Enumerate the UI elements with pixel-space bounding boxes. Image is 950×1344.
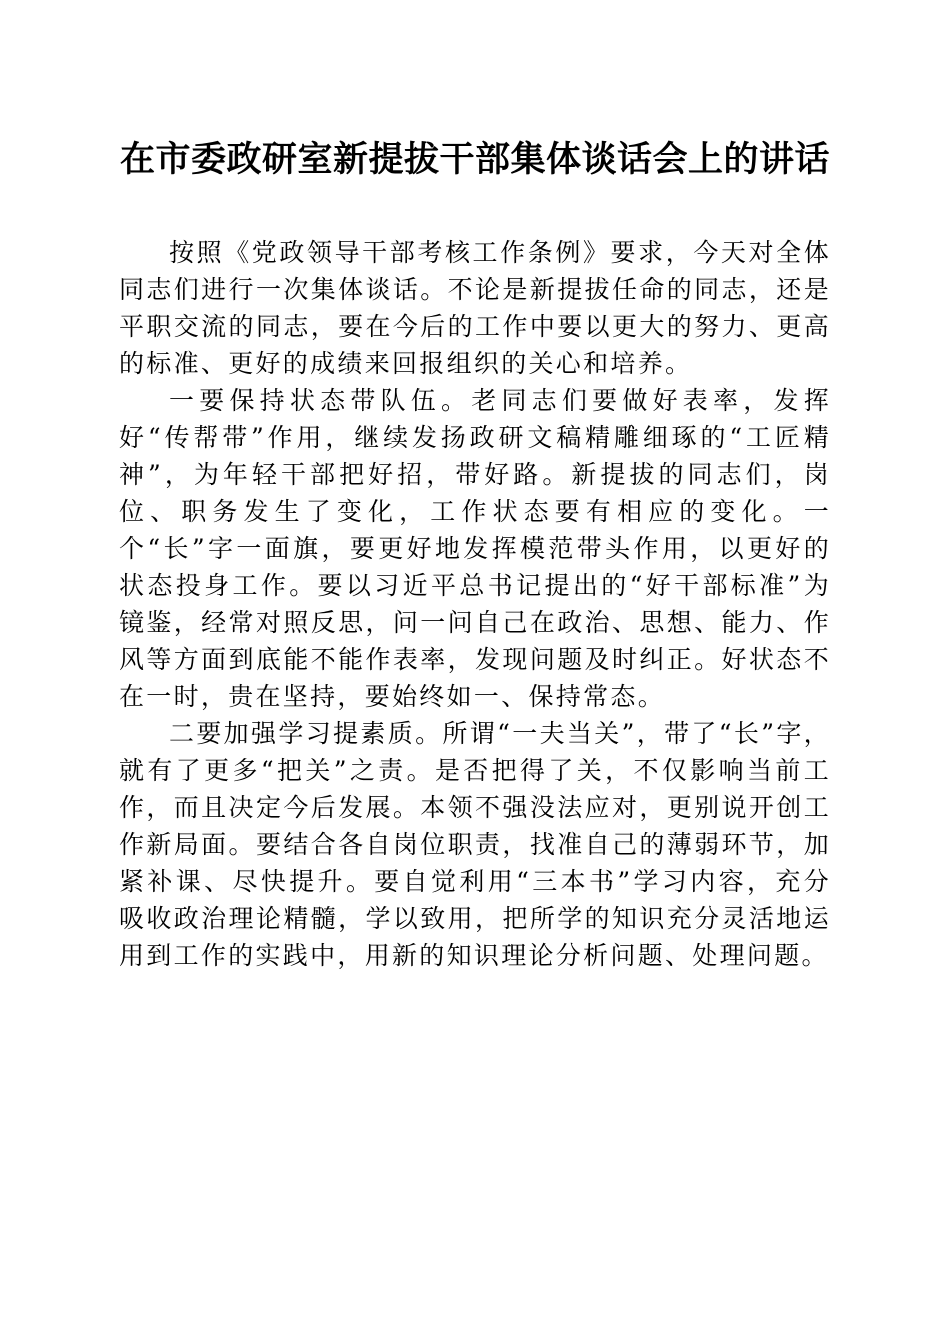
document-title: 在市委政研室新提拔干部集体谈话会上的讲话: [119, 139, 830, 180]
paragraph-strengthen-learning: 二要加强学习提素质。所谓“一夫当关”，带了“长”字，就有了更多“把关”之责。是否把得了关，不仅影响当前工作，而且决定今后发展。本领不强没法应对，更别说开创工作新局面。要结合各自岗位职责，找准自己的薄弱环节，加紧补课、尽快提升。要自觉利用“三本书”学习内容，充分吸收政治理论精髓，学以致用，把所学的知识充分灵活地运用到工作的实践中，用新的知识理论分析问题、处理问题。: [119, 719, 831, 970]
document-body: [119, 234, 831, 974]
paragraph-intro: 按照《党政领导干部考核工作条例》要求，今天对全体同志们进行一次集体谈话。不论是新提拔任命的同志，还是平职交流的同志，要在今后的工作中要以更大的努力、更高的标准、更好的成绩来回报组织的关心和培养。: [119, 238, 831, 378]
paragraph-maintain-state: 一要保持状态带队伍。老同志们要做好表率，发挥好“传帮带”作用，继续发扬政研文稿精雕细琢的“工匠精神”，为年轻干部把好招，带好路。新提拔的同志们，岗位、职务发生了变化，工作状态要有相应的变化。一个“长”字一面旗，要更好地发挥模范带头作用，以更好的状态投身工作。要以习近平总书记提出的“好干部标准”为镜鉴，经常对照反思，问一问自己在政治、思想、能力、作风等方面到底能不能作表率，发现问题及时纠正。好状态不在一时，贵在坚持，要始终如一、保持常态。: [119, 386, 831, 711]
